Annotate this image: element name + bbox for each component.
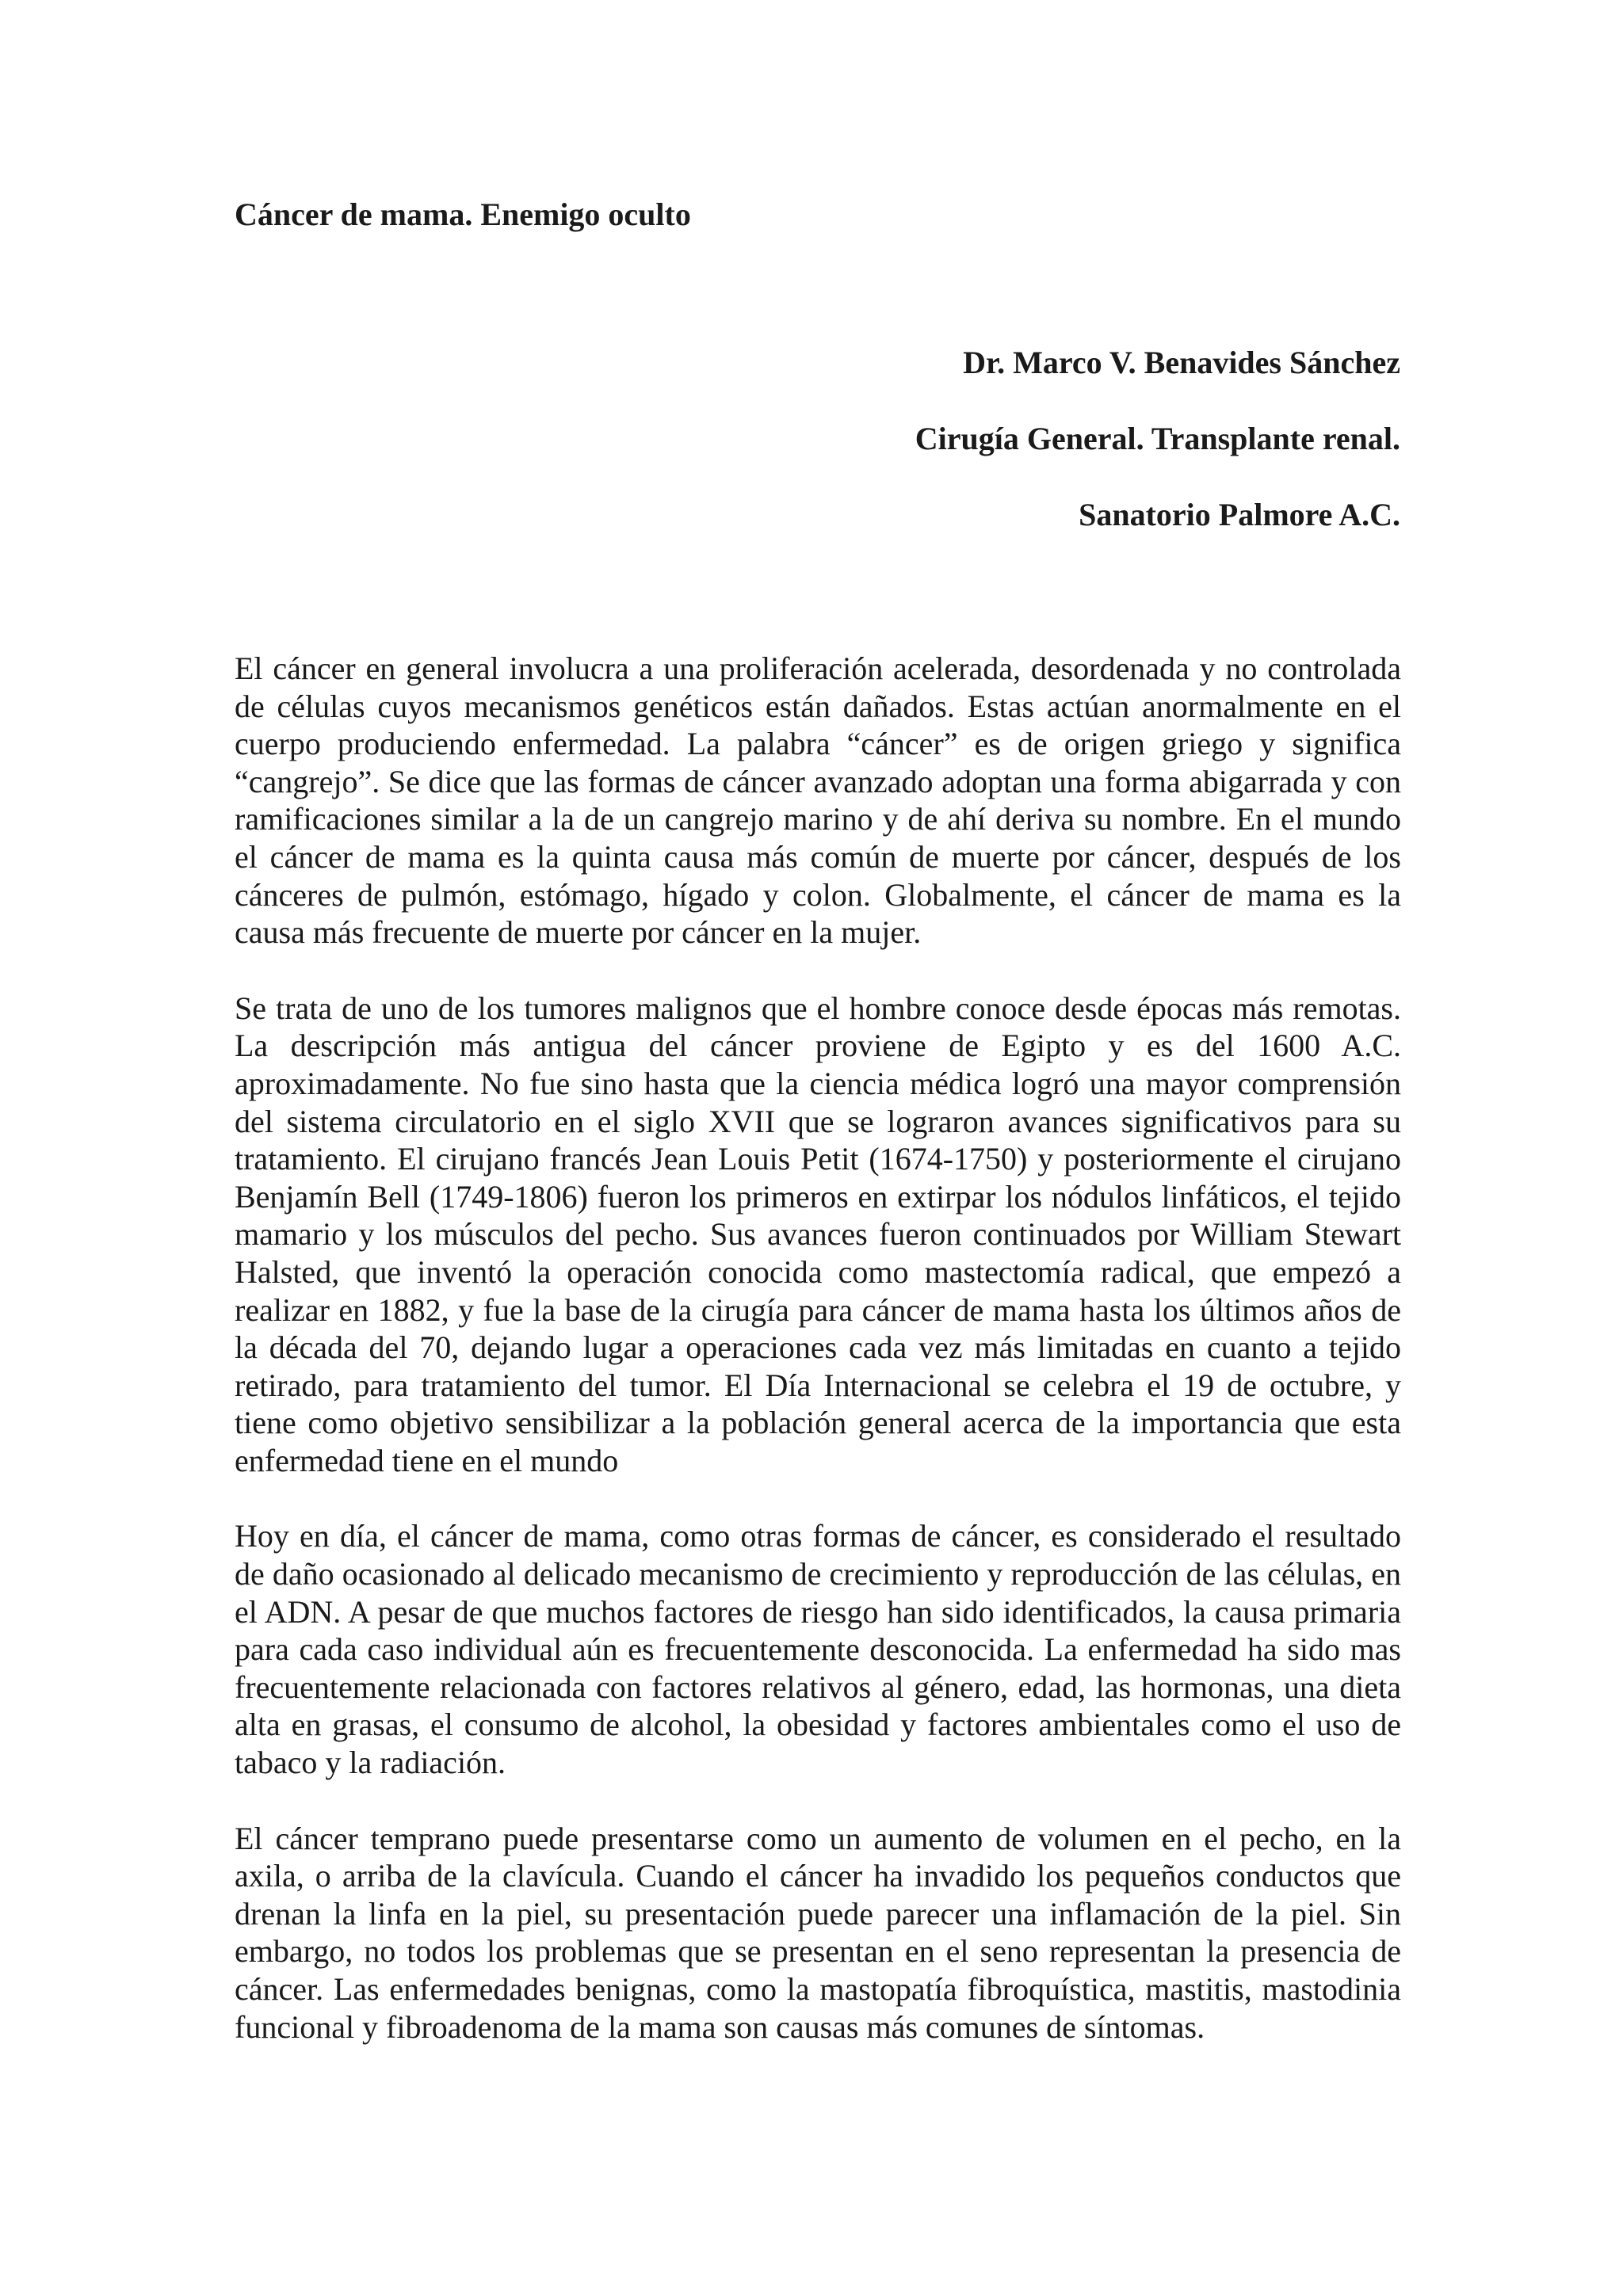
body-paragraph: El cáncer temprano puede presentarse como un aumento de volumen en el pecho, en la axila, o arriba de la clavícula. Cuando el cáncer ha invadido los pequeños conductos que drenan la linfa en la piel, su presentación puede parecer una inflamación de la piel. Sin embargo, no todos los problemas que se presentan en el seno representan la presencia de cáncer. Las enfermedades benignas, como la mastopatía fibroquística, mastitis, mastodinia funcional y fibroadenoma de la mama son causas más comunes de síntomas. [235,1820,1401,2045]
author-block [915,341,1400,569]
body-paragraph: Hoy en día, el cáncer de mama, como otras formas de cáncer, es considerado el resultado de daño ocasionado al delicado mecanismo de crecimiento y reproducción de las células, en el ADN. A pesar de que muchos factores de riesgo han sido identificados, la causa primaria para cada caso individual aún es frecuentemente desconocida. La enfermedad ha sido mas frecuentemente relacionada con factores relativos al género, edad, las hormonas, una dieta alta en grasas, el consumo de alcohol, la obesidad y factores ambientales como el uso de tabaco y la radiación. [235,1518,1401,1781]
author-name: Dr. Marco V. Benavides Sánchez [963,345,1400,380]
document-title: Cáncer de mama. Enemigo oculto [235,196,691,232]
body-paragraph: El cáncer en general involucra a una proliferación acelerada, desordenada y no controlada de células cuyos mecanismos genéticos están dañados. Estas actúan anormalmente en el cuerpo produciendo enfermedad. La palabra “cáncer” es de origen griego y significa “cangrejo”. Se dice que las formas de cáncer avanzado adoptan una forma abigarrada y con ramificaciones similar a la de un cangrejo marino y de ahí deriva su nombre. En el mundo el cáncer de mama es la quinta causa más común de muerte por cáncer, después de los cánceres de pulmón, estómago, hígado y colon. Globalmente, el cáncer de mama es la causa más frecuente de muerte por cáncer en la mujer. [235,650,1401,951]
body-paragraph: Se trata de uno de los tumores malignos que el hombre conoce desde épocas más remotas. La descripción más antigua del cáncer proviene de Egipto y es del 1600 A.C. aproximadamente. No fue sino hasta que la ciencia médica logró una mayor comprensión del sistema circulatorio en el siglo XVII que se lograron avances significativos para su tratamiento. El cirujano francés Jean Louis Petit (1674-1750) y posteriormente el cirujano Benjamín Bell (1749-1806) fueron los primeros en extirpar los nódulos linfáticos, el tejido mamario y los músculos del pecho. Sus avances fueron continuados por William Stewart Halsted, que inventó la operación conocida como mastectomía radical, que empezó a realizar en 1882, y fue la base de la cirugía para cáncer de mama hasta los últimos años de la década del 70, dejando lugar a operaciones cada vez más limitadas en cuanto a tejido retirado, para tratamiento del tumor. El Día Internacional se celebra el 19 de octubre, y tiene como objetivo sensibilizar a la población general acerca de la importancia que esta enfermedad tiene en el mundo [235,990,1401,1478]
document-body [235,650,1401,2084]
author-specialty: Cirugía General. Transplante renal. [915,421,1400,456]
author-institution: Sanatorio Palmore A.C. [1079,497,1400,532]
